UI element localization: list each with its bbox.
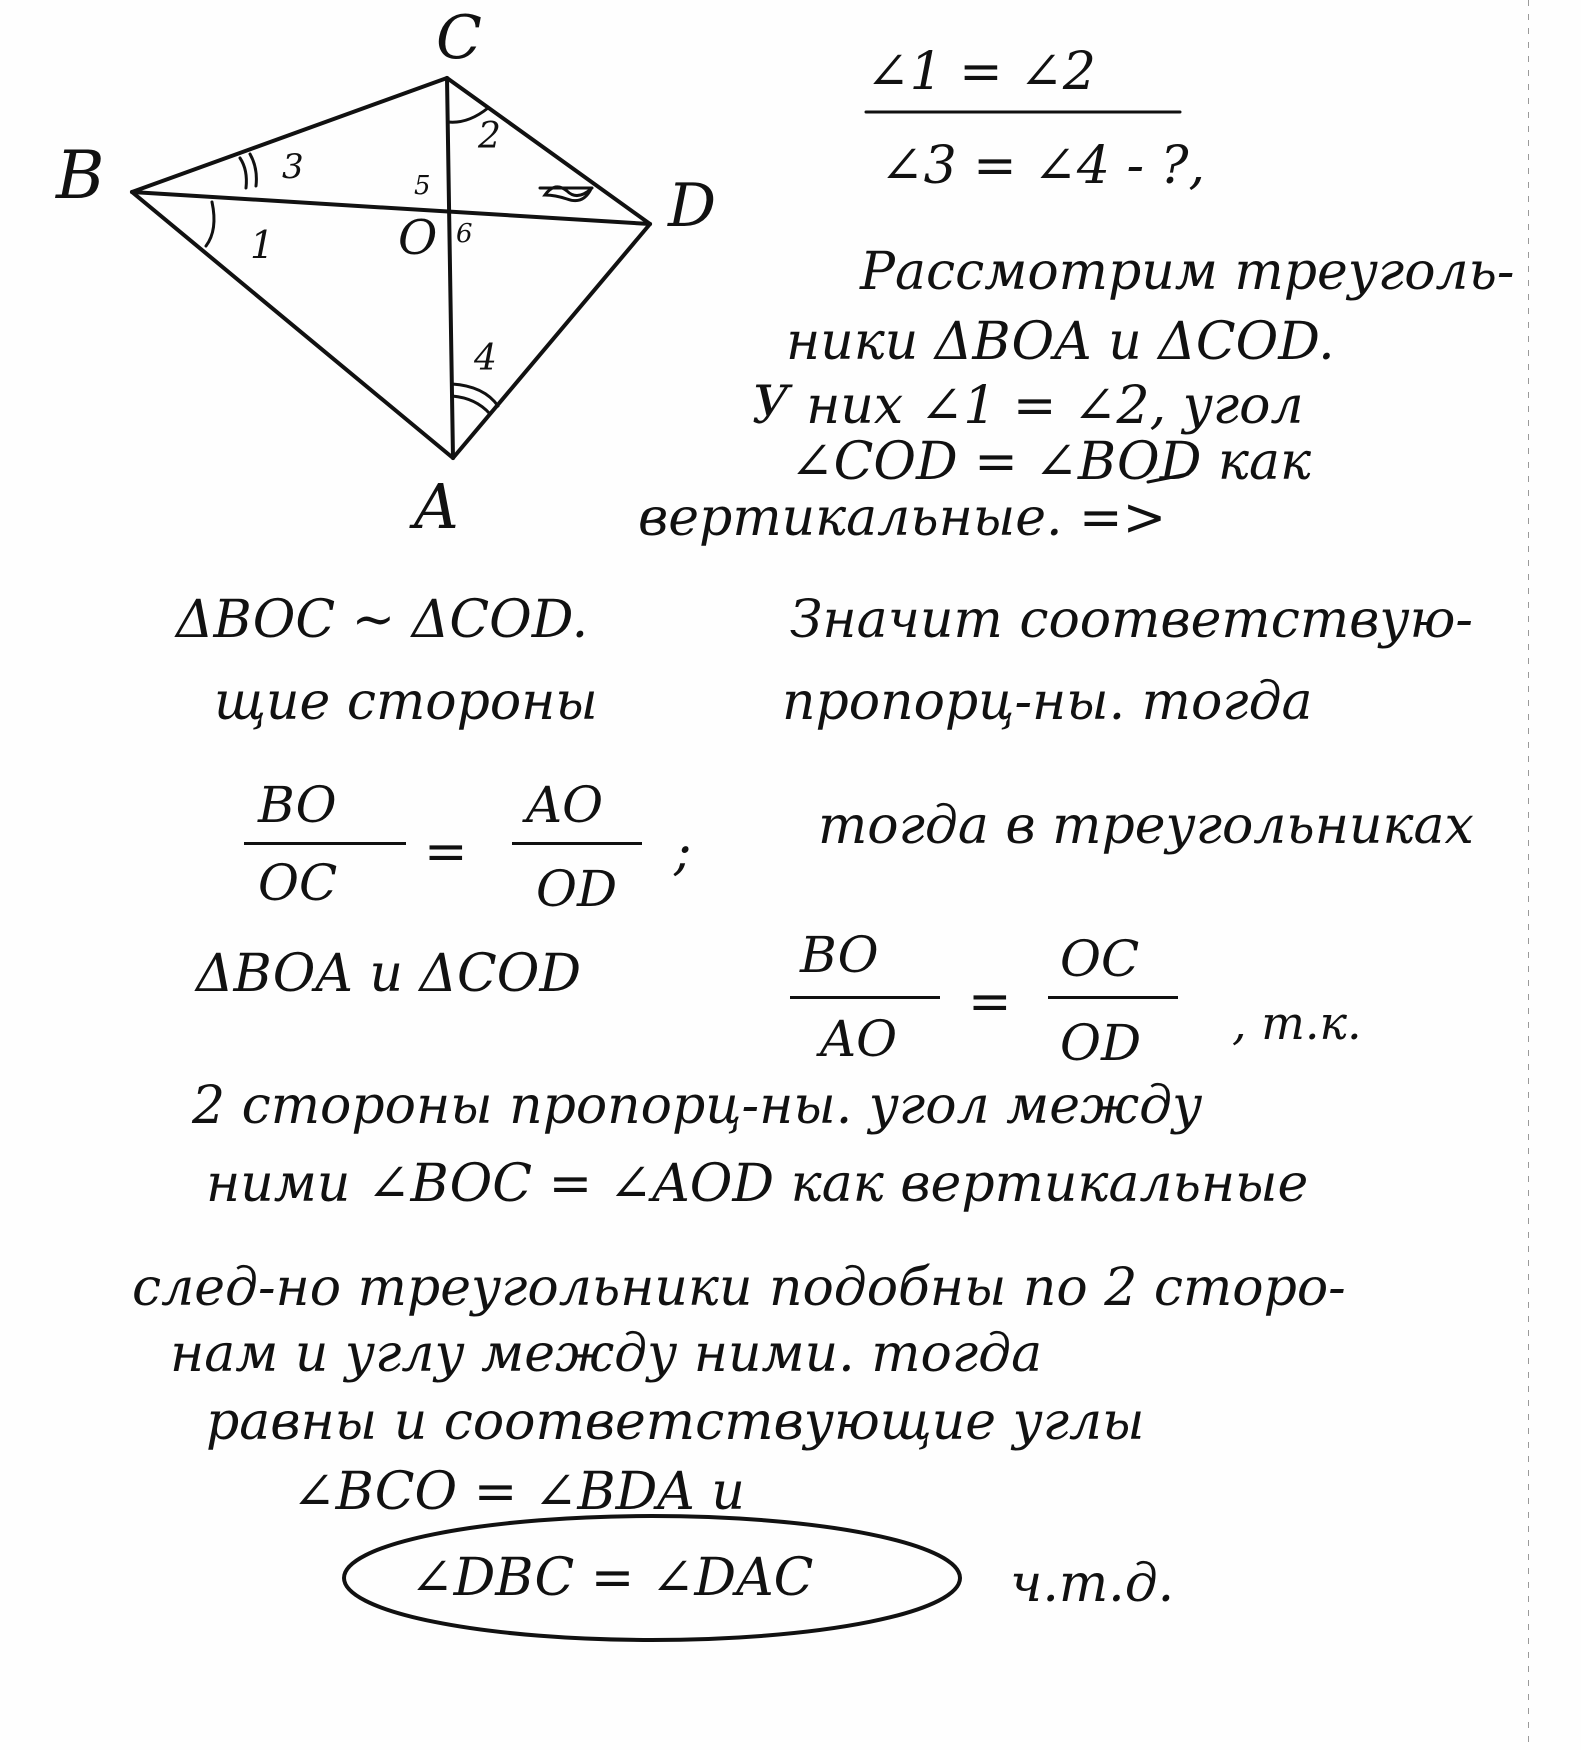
angle-label-5: 5: [414, 171, 431, 201]
text-line-2: ники ΔBOA и ΔCOD.: [786, 312, 1335, 372]
fraction-3-denominator: AO: [820, 1010, 898, 1068]
angle-arc-1: [206, 202, 214, 246]
scan-margin-line: [1528, 0, 1529, 1750]
fraction-4-bar: [1048, 996, 1178, 999]
text-line-6b: Значит соответствую-: [790, 590, 1473, 650]
angle-arc-3b: [250, 154, 256, 186]
angle-arc-4a: [452, 396, 490, 414]
angle-arc-3a: [240, 158, 246, 188]
fraction-1-denominator: OC: [258, 854, 338, 912]
angle-label-4: 4: [474, 338, 497, 379]
angle-label-1: 1: [250, 223, 275, 267]
given-line-1: ∠1 = ∠2: [866, 42, 1096, 102]
vertex-label-d: D: [668, 171, 717, 241]
text-line-3: У них ∠1 = ∠2, угол: [752, 376, 1304, 436]
text-line-12: след-но треугольники подобны по 2 сторо-: [132, 1258, 1346, 1318]
text-line-5: вертикальные. =>: [638, 488, 1167, 548]
text-line-7b: пропорц-ны. тогда: [782, 672, 1313, 732]
vertex-label-a: A: [414, 470, 459, 543]
fraction-2-numerator: AO: [526, 776, 604, 834]
fraction-4-numerator: OC: [1060, 930, 1140, 988]
text-line-9: ΔBOA и ΔCOD: [196, 944, 582, 1004]
text-line-6: ΔBOC ~ ΔCOD.: [176, 590, 589, 650]
fraction-3-numerator: BO: [800, 926, 879, 984]
text-line-15: ∠BCO = ∠BDA и: [292, 1462, 745, 1522]
text-line-4: ∠COD = ∠BOD как: [790, 432, 1312, 492]
qed-mark: ч.т.д.: [1010, 1554, 1175, 1614]
text-line-7: щие стороны: [214, 672, 598, 732]
angle-label-2: 2: [478, 116, 501, 157]
fraction-2-denominator: OD: [536, 860, 618, 918]
text-line-1: Рассмотрим треуголь-: [860, 242, 1515, 302]
diagonal-ca: [447, 78, 453, 458]
text-since: , т.к.: [1232, 996, 1362, 1050]
text-line-10: 2 стороны пропорц-ны. угол между: [192, 1076, 1203, 1136]
fraction-1-numerator: BO: [258, 776, 337, 834]
final-answer: ∠DBC = ∠DAC: [410, 1548, 814, 1608]
fraction-4-denominator: OD: [1060, 1014, 1142, 1072]
text-line-11: ними ∠BOC = ∠AOD как вертикальные: [206, 1154, 1309, 1214]
fraction-1-bar: [244, 842, 406, 845]
fraction-3-bar: [790, 996, 940, 999]
diagonal-bd: [132, 192, 650, 224]
equals-sign-1: =: [424, 822, 468, 882]
angle-label-3: 3: [282, 147, 304, 187]
text-line-13: нам и углу между ними. тогда: [170, 1324, 1043, 1384]
vertex-label-b: B: [56, 137, 105, 214]
text-line-14: равны и соответствующие углы: [206, 1392, 1145, 1452]
equals-sign-2: =: [968, 972, 1012, 1032]
vertex-label-c: C: [436, 3, 482, 73]
angle-label-6: 6: [456, 219, 473, 249]
text-line-8: тогда в треугольниках: [818, 796, 1474, 856]
separator-semicolon: ;: [674, 822, 692, 882]
given-line-2: ∠3 = ∠4 - ?,: [880, 136, 1205, 196]
fraction-2-bar: [512, 842, 642, 845]
center-label-o: O: [398, 210, 438, 266]
